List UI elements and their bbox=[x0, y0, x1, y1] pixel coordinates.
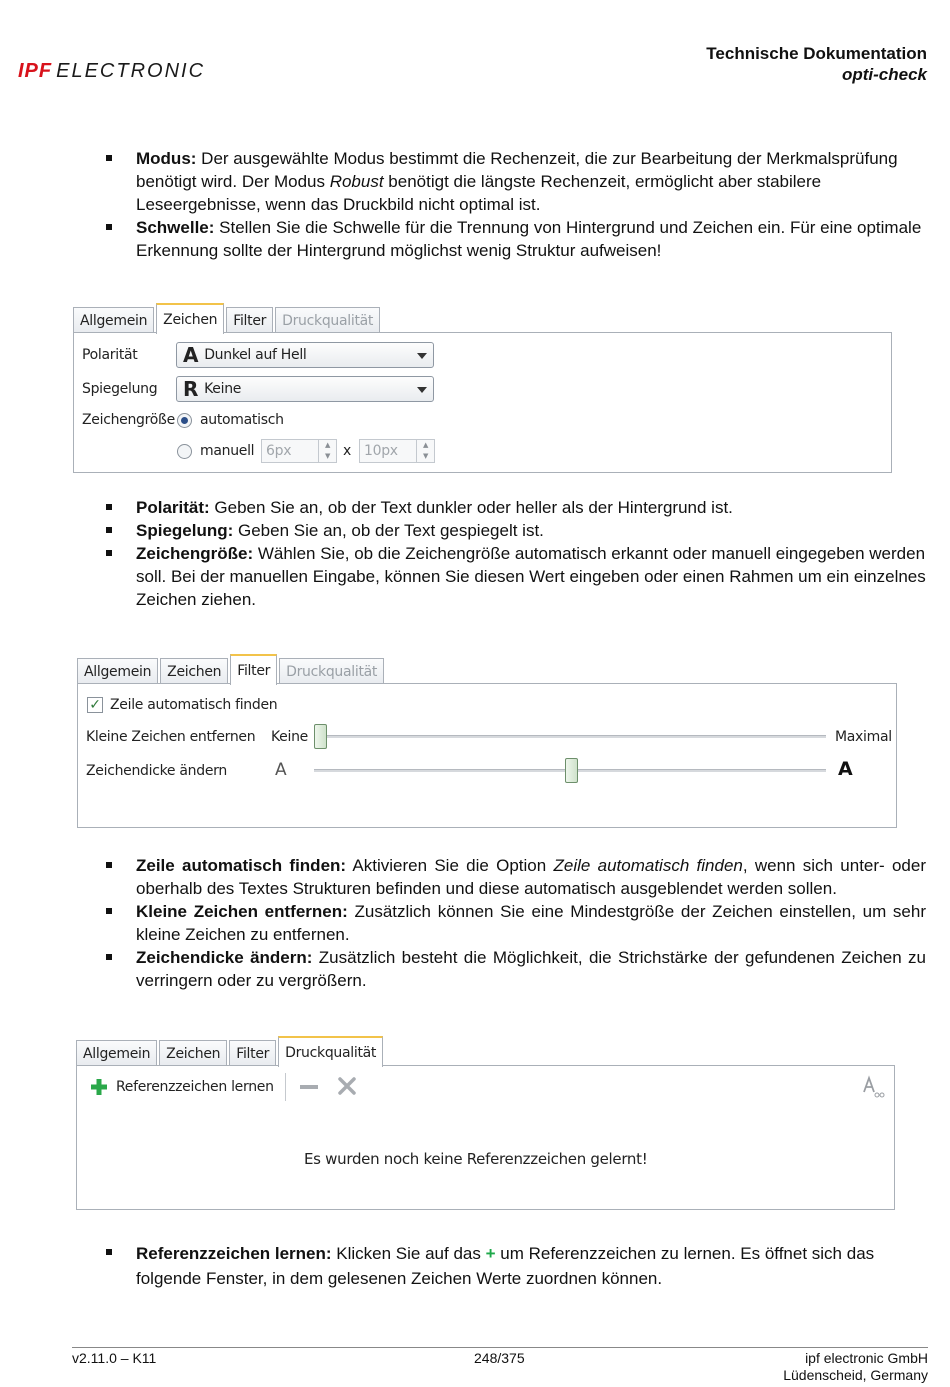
mirror-r-icon: R bbox=[183, 377, 199, 401]
size-separator: x bbox=[343, 443, 351, 459]
thin-a-icon: A bbox=[275, 760, 287, 780]
empty-message: Es wurden noch keine Referenzzeichen gelernt! bbox=[304, 1150, 648, 1168]
kleine-slider-thumb[interactable] bbox=[314, 724, 327, 749]
list-item: Modus: Der ausgewählte Modus bestimmt die Rechenzeit, die zur Bearbeitung der Merkmalsprüfung benötigt wird. Der Modus Robust benötigt die längste Rechenzeit, ermöglicht aber stabilere Leseergebnisse, wenn das Druckbild nicht optimal ist. bbox=[104, 147, 926, 216]
document-subtitle: opti-check bbox=[841, 65, 927, 84]
bold-a-icon: A bbox=[838, 758, 853, 780]
spiegelung-label: Spiegelung bbox=[82, 381, 158, 397]
list-item: Referenzzeichen lernen: Klicken Sie auf das + um Referenzzeichen zu lernen. Es öffnet sich das folgende Fenster, in dem gelesenen Zeichen Werte zuordnen können. bbox=[104, 1241, 926, 1291]
bullet-list-filter bbox=[104, 854, 926, 992]
tab-allgemein[interactable]: Allgemein bbox=[77, 658, 158, 684]
list-item: Schwelle: Stellen Sie die Schwelle für die Trennung von Hintergrund und Zeichen ein. Für eine optimale Erkennung sollte der Hintergrund möglichst wenig Struktur aufweisen! bbox=[104, 216, 926, 262]
polarity-a-icon: A bbox=[183, 343, 199, 367]
footer-divider bbox=[72, 1347, 928, 1348]
height-spinbox[interactable]: 10px ▲ ▼ bbox=[359, 439, 435, 463]
toolbar-separator bbox=[285, 1073, 286, 1101]
document-header bbox=[706, 43, 927, 85]
spin-buttons[interactable] bbox=[416, 440, 434, 462]
lernen-button[interactable]: Referenzzeichen lernen bbox=[89, 1076, 274, 1098]
zeile-checkbox[interactable]: ✓ bbox=[87, 697, 103, 713]
tab-zeichen[interactable]: Zeichen bbox=[160, 658, 228, 684]
spin-up-icon[interactable]: ▲ bbox=[324, 441, 331, 449]
company-logo: IPF ELECTRONIC bbox=[18, 60, 206, 82]
tab-druckqualitaet[interactable]: Druckqualität bbox=[275, 307, 380, 333]
kleine-label: Kleine Zeichen entfernen bbox=[86, 729, 256, 745]
bullet-list-zeichen bbox=[104, 496, 926, 611]
footer-company: ipf electronic GmbH Lüdenscheid, Germany bbox=[783, 1350, 928, 1383]
list-item: Zeichendicke ändern: Zusätzlich besteht die Möglichkeit, die Strichstärke der gefundenen Zeichen zu verringern oder zu vergrößern. bbox=[104, 946, 926, 992]
dropdown-arrow-icon bbox=[417, 353, 427, 359]
automatisch-radio[interactable] bbox=[177, 413, 192, 428]
footer-page-number: 248/375 bbox=[474, 1350, 525, 1366]
tab-zeichen[interactable]: Zeichen bbox=[159, 1040, 227, 1066]
spin-down-icon[interactable]: ▼ bbox=[324, 452, 331, 460]
dropdown-arrow-icon bbox=[417, 387, 427, 393]
list-item: Zeile automatisch finden: Aktivieren Sie die Option Zeile automatisch finden, wenn sich unter- oder oberhalb des Textes Strukturen befinden und diese automatisch ausgeblendet werden sollen. bbox=[104, 854, 926, 900]
tab-druckqualitaet[interactable]: Druckqualität bbox=[279, 658, 384, 684]
kleine-slider-track[interactable] bbox=[318, 735, 826, 738]
delete-x-icon[interactable] bbox=[336, 1076, 358, 1096]
footer-version: v2.11.0 – K11 bbox=[72, 1350, 157, 1366]
manuell-label: manuell bbox=[200, 443, 255, 459]
tab-allgemein[interactable]: Allgemein bbox=[76, 1040, 157, 1066]
kleine-min-label: Keine bbox=[271, 729, 308, 745]
font-settings-icon[interactable] bbox=[862, 1075, 886, 1099]
bullet-list-druckqualitaet bbox=[104, 1241, 926, 1291]
spin-buttons[interactable] bbox=[318, 440, 336, 462]
spiegelung-select[interactable]: R Keine bbox=[176, 376, 434, 402]
document-title: Technische Dokumentation bbox=[706, 44, 927, 63]
list-item: Spiegelung: Geben Sie an, ob der Text gespiegelt ist. bbox=[104, 519, 926, 542]
automatisch-label: automatisch bbox=[200, 412, 284, 428]
manuell-radio[interactable] bbox=[177, 444, 192, 459]
dicke-label: Zeichendicke ändern bbox=[86, 763, 227, 779]
spin-down-icon[interactable]: ▼ bbox=[422, 452, 429, 460]
minus-icon[interactable] bbox=[298, 1078, 320, 1096]
tab-allgemein[interactable]: Allgemein bbox=[73, 307, 154, 333]
tab-zeichen[interactable]: Zeichen bbox=[156, 303, 224, 334]
zeichengroesse-label: Zeichengröße bbox=[82, 412, 175, 428]
plus-icon: + bbox=[485, 1244, 496, 1263]
tab-druckqualitaet[interactable]: Druckqualität bbox=[278, 1036, 383, 1067]
list-item: Zeichengröße: Wählen Sie, ob die Zeichengröße automatisch erkannt oder manuell eingegeben werden soll. Bei der manuellen Eingabe, können Sie diesen Wert eingeben oder einen Rahmen um ein einzelnes Zeichen ziehen. bbox=[104, 542, 926, 611]
tab-filter[interactable]: Filter bbox=[230, 654, 277, 685]
polaritaet-select[interactable]: A Dunkel auf Hell bbox=[176, 342, 434, 368]
polaritaet-label: Polarität bbox=[82, 347, 138, 363]
width-spinbox[interactable]: 6px ▲ ▼ bbox=[261, 439, 337, 463]
list-item: Kleine Zeichen entfernen: Zusätzlich können Sie eine Mindestgröße der Zeichen einstellen, um sehr kleine Zeichen zu entfernen. bbox=[104, 900, 926, 946]
kleine-max-label: Maximal bbox=[835, 729, 892, 745]
zeile-label: Zeile automatisch finden bbox=[110, 697, 278, 713]
list-item: Polarität: Geben Sie an, ob der Text dunkler oder heller als der Hintergrund ist. bbox=[104, 496, 926, 519]
tab-filter[interactable]: Filter bbox=[226, 307, 273, 333]
dicke-slider-thumb[interactable] bbox=[565, 758, 578, 783]
bullet-list-modus bbox=[104, 147, 926, 262]
tab-filter[interactable]: Filter bbox=[229, 1040, 276, 1066]
spin-up-icon[interactable]: ▲ bbox=[422, 441, 429, 449]
plus-icon bbox=[89, 1077, 109, 1097]
